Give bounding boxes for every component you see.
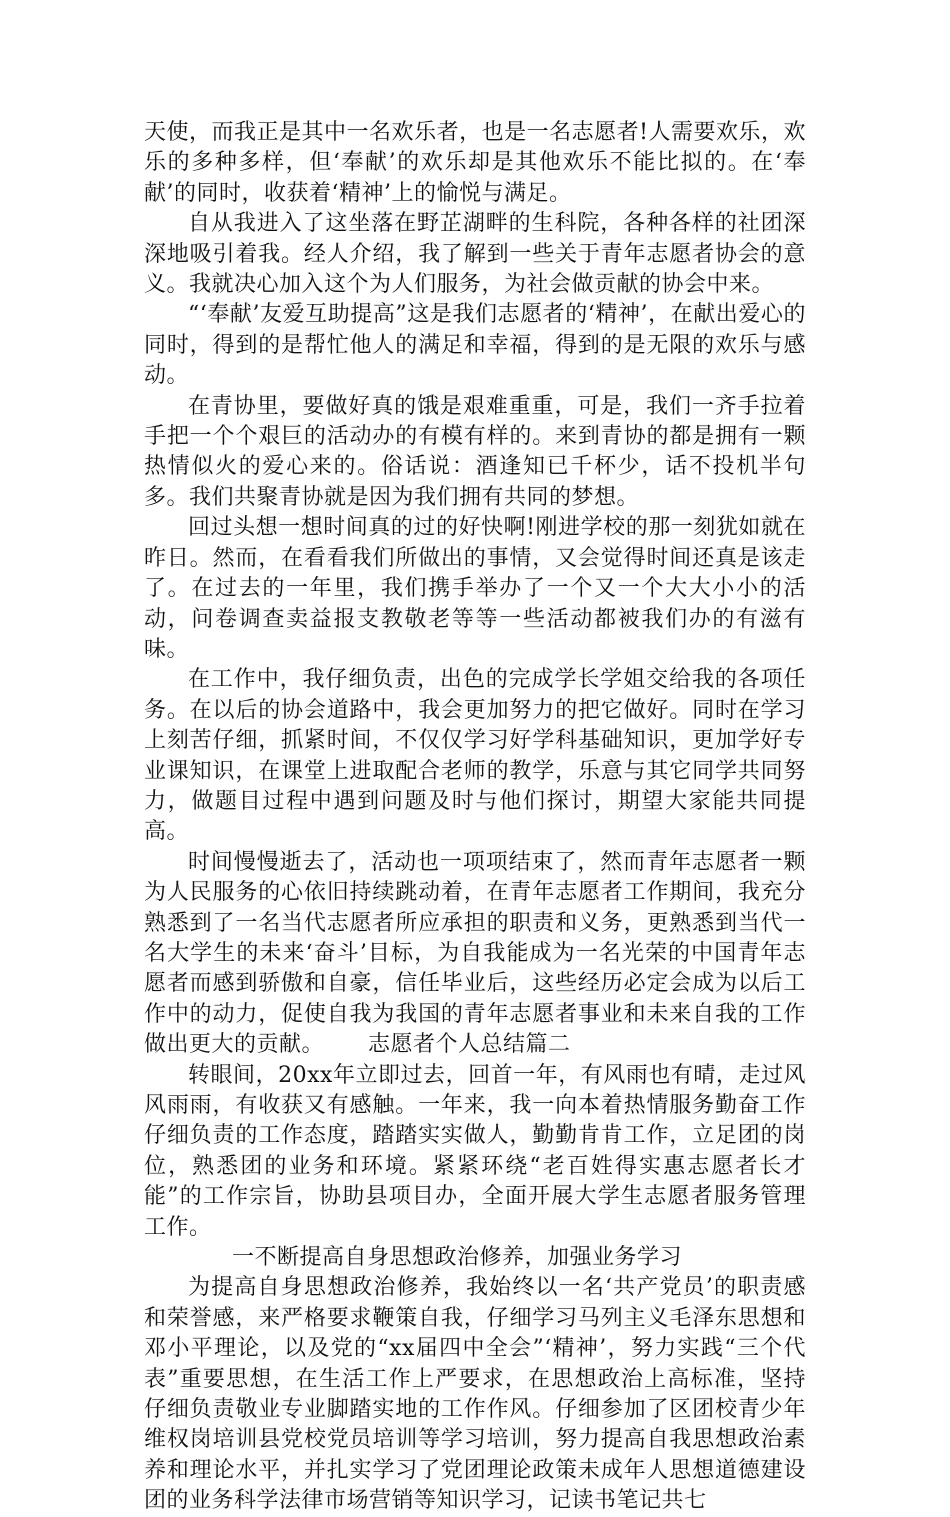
paragraph-1: 天使，而我正是其中一名欢乐者，也是一名志愿者!人需要欢乐，欢乐的多种多样，但‘奉献’的欢乐却是其他欢乐不能比拟的。在‘奉献’的同时，收获着‘精神’上的愉悦与满足。 [144,120,806,206]
paragraph-3: “‘奉献’友爱互助提高”这是我们志愿者的‘精神’，在献出爱心的同时，得到的是帮忙他人的满足和幸福，得到的是无限的欢乐与感动。 [144,302,806,389]
section-heading: 一不断提高自身思想政治修养，加强业务学习 [232,1245,683,1271]
paragraph-7-text: 时间慢慢逝去了，活动也一项项结束了，然而青年志愿者一颗为人民服务的心依旧持续跳动着，在青年志愿者工作期间，我充分熟悉到了一名当代志愿者所应承担的职责和义务，更熟悉到当代一名大学生的未来‘奋斗’目标，为自我能成为一名光荣的中国青年志愿者而感到骄傲和自豪，信任毕业后，这些经历必定会成为以后工作中的动力，促使自我为我国的青年志愿者事业和未来自我的工作做出更大的贡献。 [144,849,806,1058]
paragraph-8: 转眼间，20xx年立即过去，回首一年，有风雨也有晴，走过风风雨雨，有收获又有感触。一年来，我一向本着热情服务勤奋工作仔细负责的工作态度，踏踏实实做人，勤勤肯肯工作，立足团的岗位，熟悉团的业务和环境。紧紧环绕“老百姓得实惠志愿者长才能”的工作宗旨，协助县项目办，全面开展大学生志愿者服务管理工作。 [144,1062,806,1240]
paragraph-2: 自从我进入了这坐落在野芷湖畔的生科院，各种各样的社团深深地吸引着我。经人介绍，我了解到一些关于青年志愿者协会的意义。我就决心加入这个为人们服务，为社会做贡献的协会中来。 [144,211,806,298]
paragraph-5: 回过头想一想时间真的过的好快啊!刚进学校的那一刻犹如就在昨日。然而，在看看我们所做出的事情，又会觉得时间还真是该走了。在过去的一年里，我们携手举办了一个又一个大大小小的活动，问卷调查卖益报支教敬老等等一些活动都被我们办的有滋有味。 [144,515,806,662]
section-title-part-two: 志愿者个人总结篇二 [368,1032,571,1058]
paragraph-6: 在工作中，我仔细负责，出色的完成学长学姐交给我的各项任务。在以后的协会道路中，我会更加努力的把它做好。同时在学习上刻苦仔细，抓紧时间，不仅仅学习好学科基础知识，更加学好专业课知识，在课堂上进取配合老师的教学，乐意与其它同学共同努力，做题目过程中遇到问题及时与他们探讨，期望大家能共同提高。 [144,667,806,845]
document-body [144,118,806,1517]
paragraph-9: 为提高自身思想政治修养，我始终以一名‘共产党员’的职责感和荣誉感，来严格要求鞭策自我，仔细学习马列主义毛泽东思想和邓小平理论，以及党的“xx届四中全会”‘精神’，努力实践“三个代表”重要思想，在生活工作上严要求，在思想政治上高标准，坚持仔细负责敬业专业脚踏实地的工作作风。仔细参加了区团校青少年维权岗培训县党校党员培训等学习培训，努力提高自我思想政治素养和理论水平，并扎实学习了党团理论政策未成年人思想道德建设团的业务科学法律市场营销等知识学习，记读书笔记共七 [144,1275,806,1514]
paragraph-7 [144,848,806,1061]
paragraph-4: 在青协里，要做好真的饿是艰难重重，可是，我们一齐手拉着手把一个个艰巨的活动办的有模有样的。来到青协的都是拥有一颗热情似火的爱心来的。俗话说：酒逢知已千杯少，话不投机半句多。我们共聚青协就是因为我们拥有共同的梦想。 [144,393,806,510]
